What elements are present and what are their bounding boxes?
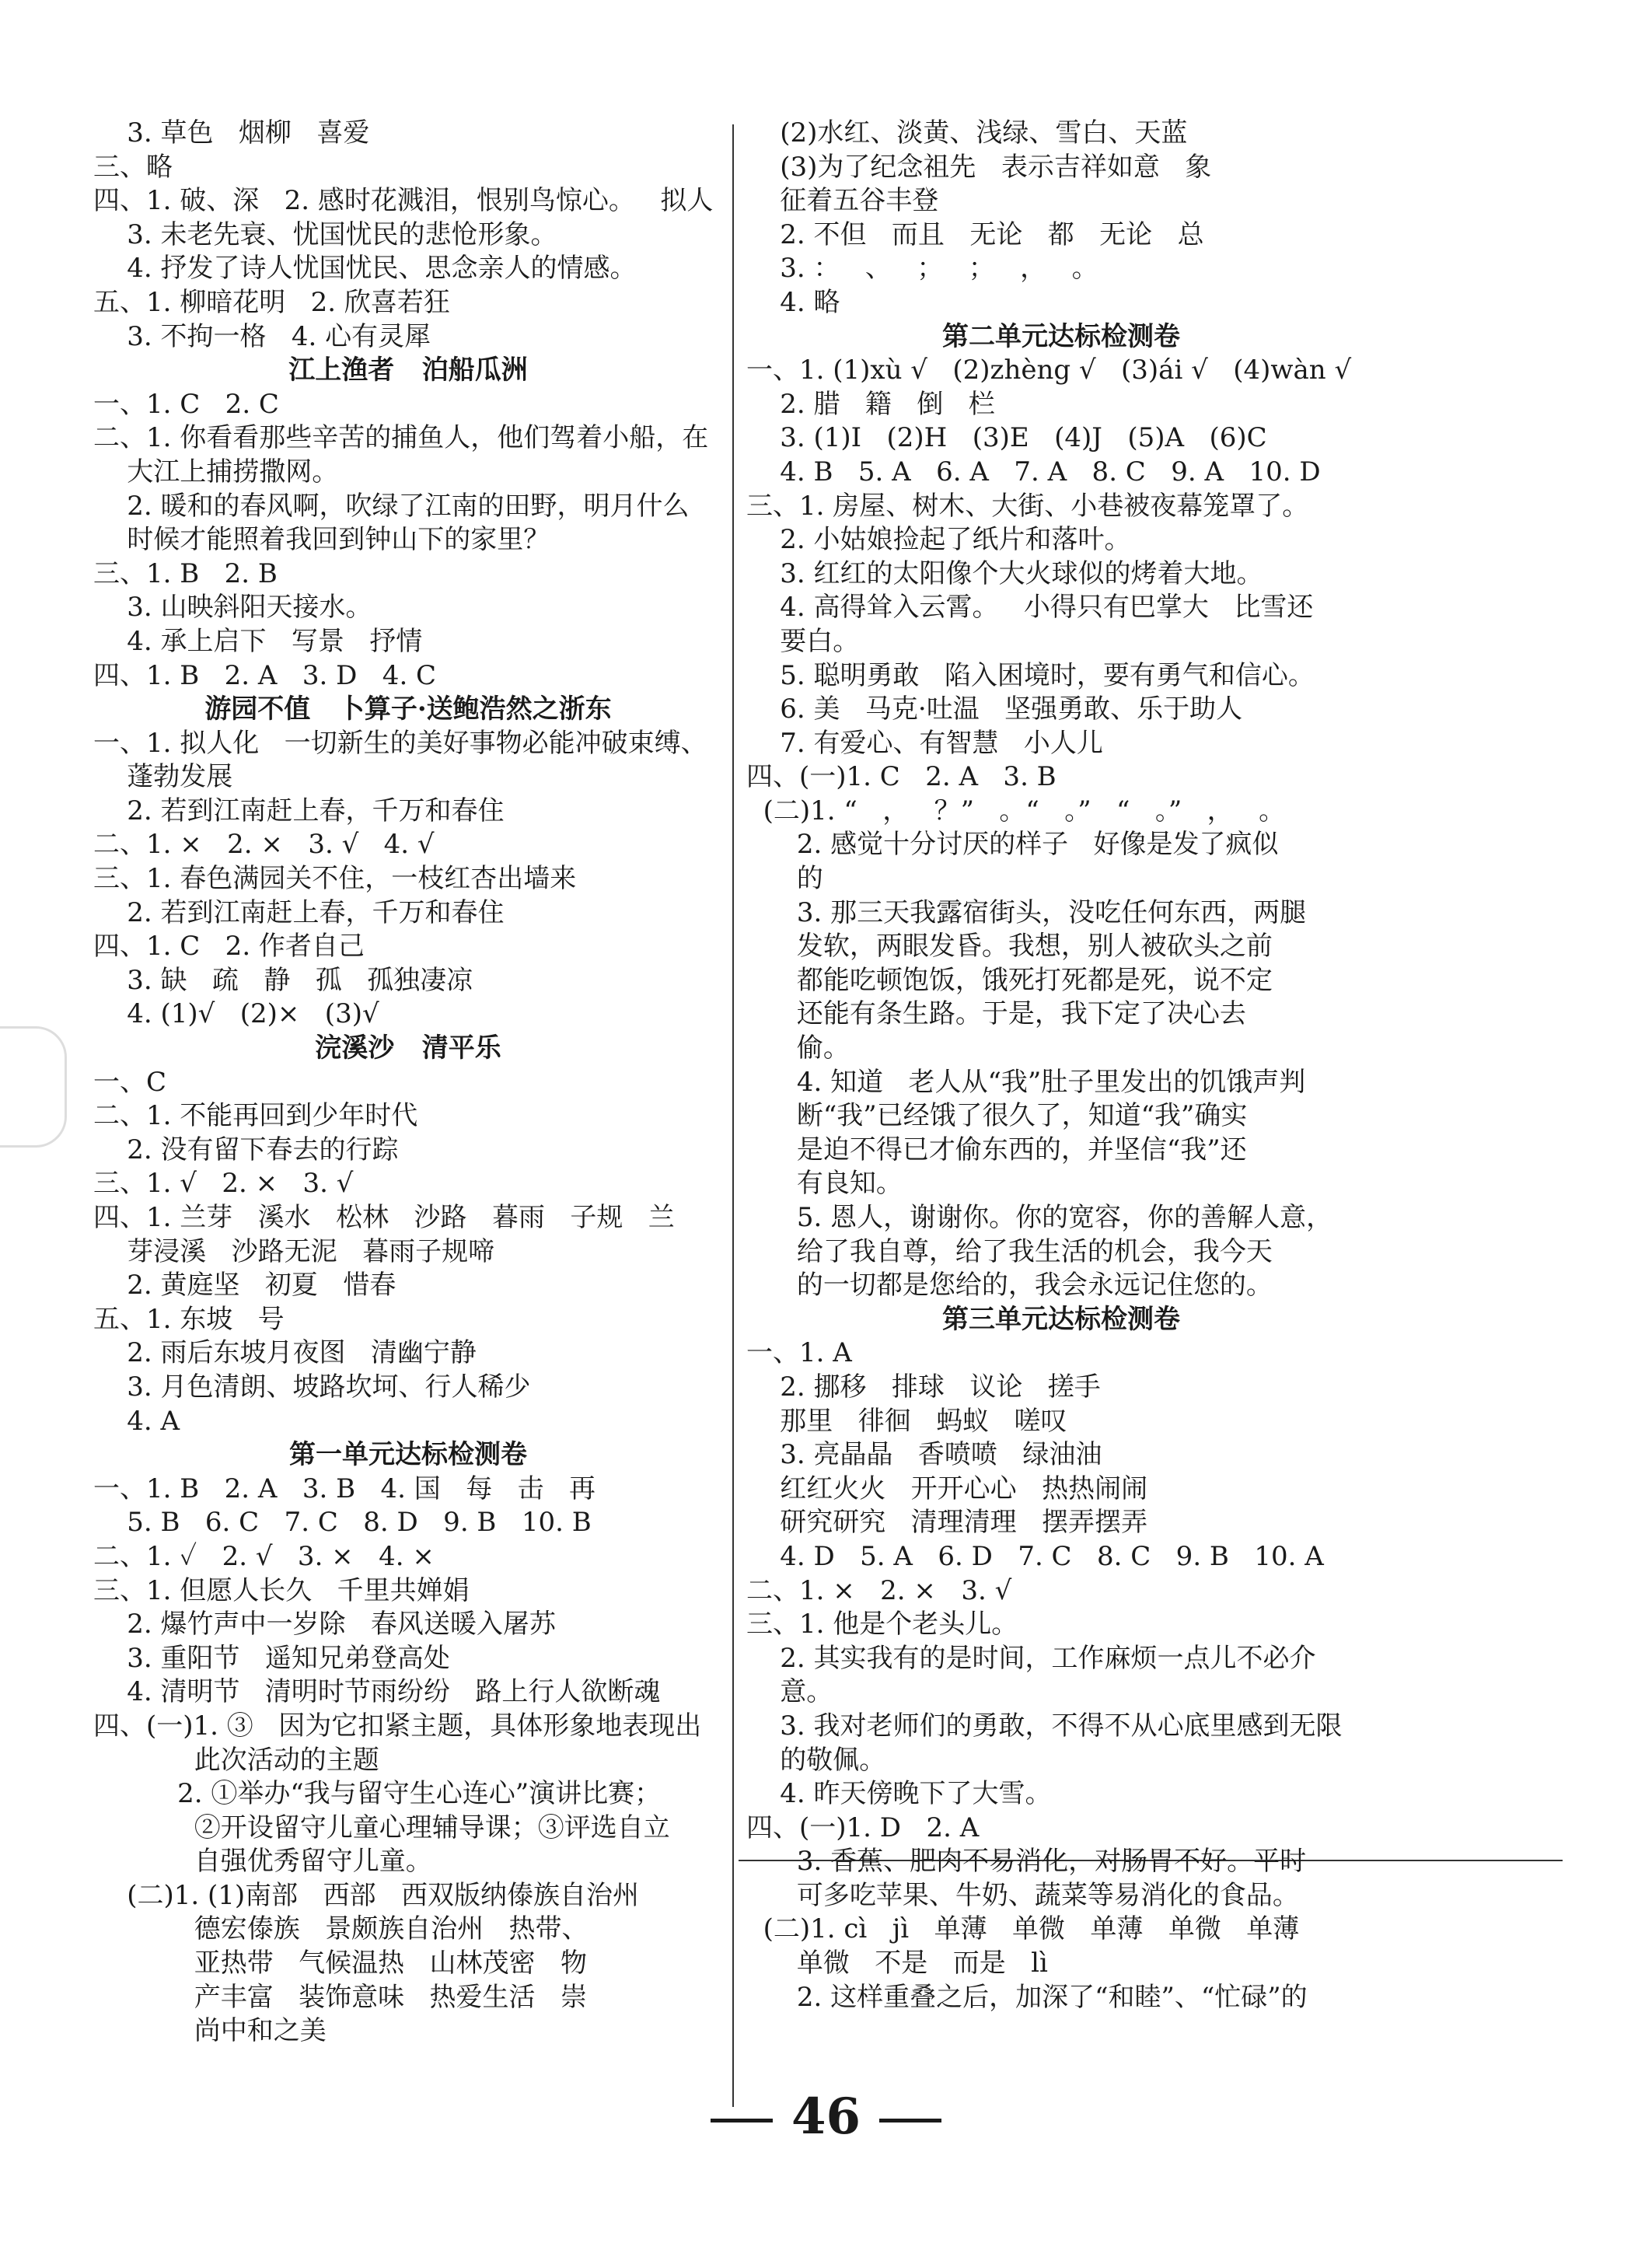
answer-line: 4. 清明节 清明时节雨纷纷 路上行人欲断魂: [93, 1676, 661, 1708]
answer-line: 4. 略: [746, 286, 840, 318]
answer-line: 可多吃苹果、牛奶、蔬菜等易消化的食品。: [746, 1879, 1299, 1911]
answer-line: 三、1. 房屋、树木、大街、小巷被夜幕笼罩了。: [746, 490, 1309, 522]
answer-line: 三、1. B 2. B: [93, 557, 278, 589]
answer-line: 2. 其实我有的是时间，工作麻烦一点儿不必介: [746, 1642, 1316, 1674]
answer-line: 3. 亮晶晶 香喷喷 绿油油: [746, 1439, 1102, 1471]
answer-line: 产丰富 装饰意味 热爱生活 崇: [93, 1981, 587, 2013]
answer-line: 还能有条生路。于是，我下定了决心去: [746, 998, 1246, 1030]
answer-line: 二、1. 你看看那些辛苦的捕鱼人，他们驾着小船，在: [93, 422, 709, 454]
answer-line: 三、1. 但愿人长久 千里共婵娟: [93, 1574, 470, 1606]
column-divider: [732, 124, 734, 2107]
answer-line: 3. 缺 疏 静 孤 孤独凄凉: [93, 964, 473, 996]
answer-line: 断“我”已经饿了很久了，知道“我”确实: [746, 1100, 1248, 1132]
left-column: [93, 117, 723, 2049]
answer-line: 一、1. B 2. A 3. B 4. 国 每 击 再: [93, 1473, 596, 1504]
answer-line: 3. ： 、 ； ； ， 。: [746, 253, 1098, 285]
answer-line: 3. 那三天我露宿街头，没吃任何东西，两腿: [746, 896, 1307, 928]
answer-line: 一、1. 拟人化 一切新生的美好事物必能冲破束缚、: [93, 727, 707, 759]
answer-line: 芽浸溪 沙路无泥 暮雨子规啼: [93, 1235, 495, 1267]
answer-line: 尚中和之美: [93, 2015, 327, 2047]
answer-line: 二、1. ✓ 2. √ 3. × 4. ×: [93, 1540, 435, 1572]
answer-line: 2. 若到江南赶上春，千万和春住: [93, 795, 505, 826]
answer-line: 单微 不是 而是 lì: [746, 1948, 1048, 1979]
dash-icon: [879, 2119, 941, 2122]
answer-line: 的敬佩。: [746, 1744, 886, 1776]
answer-line: 3. (1)I (2)H (3)E (4)J (5)A (6)C: [746, 422, 1267, 454]
answer-line: 4. 高得耸入云霄。 小得只有巴掌大 比雪还: [746, 592, 1314, 624]
answer-line: 2. 没有留下春去的行踪: [93, 1134, 399, 1165]
answer-line: 2. 黄庭坚 初夏 惜春: [93, 1270, 396, 1301]
answer-line: 2. 若到江南赶上春，千万和春住: [93, 896, 505, 928]
section-heading: 第三单元达标检测卷: [942, 1303, 1180, 1335]
page-number: [0, 2088, 1652, 2146]
answer-line: 研究研究 清理清理 摆弄摆弄: [746, 1507, 1148, 1539]
section-heading: 浣溪沙 清平乐: [315, 1032, 501, 1064]
answer-line: 3. 山映斜阳天接水。: [93, 592, 372, 624]
answer-line: 德宏傣族 景颇族自治州 热带、: [93, 1913, 589, 1945]
answer-line: 三、1. √ 2. × 3. √: [93, 1168, 354, 1200]
answer-line: 五、1. 东坡 号: [93, 1303, 285, 1335]
section-heading: 游园不值 卜算子·送鲍浩然之浙东: [204, 694, 612, 725]
answer-line: 一、C: [93, 1066, 167, 1098]
section-heading: 第一单元达标检测卷: [289, 1439, 527, 1471]
answer-line: 的一切都是您给的，我会永远记住您的。: [746, 1270, 1273, 1301]
answer-line: 征着五谷丰登: [746, 185, 939, 217]
answer-line: (3)为了纪念祖先 表示吉祥如意 象: [746, 151, 1212, 183]
answer-line: 二、1. × 2. × 3. √: [746, 1574, 1012, 1606]
answer-line: 亚热带 气候温热 山林茂密 物: [93, 1948, 587, 1979]
answer-line: 3. 香蕉、肥肉不易消化，对肠胃不好。平时: [746, 1846, 1307, 1878]
answer-line: 此次活动的主题: [93, 1744, 379, 1776]
answer-line: 2. 腊 籍 倒 栏: [746, 388, 995, 420]
answer-line: 4. 抒发了诗人忧国忧民、思念亲人的情感。: [93, 253, 637, 285]
answer-line: 三、1. 春色满园关不住，一枝红杏出墙来: [93, 863, 577, 895]
answer-line: 意。: [746, 1676, 833, 1708]
answer-line: 三、1. 他是个老头儿。: [746, 1609, 1018, 1640]
answer-line: 都能吃顿饱饭，饿死打死都是死，说不定: [746, 964, 1273, 996]
answer-line: 的: [746, 863, 823, 895]
answer-line: 一、1. C 2. C: [93, 388, 279, 420]
answer-line: 3. 红红的太阳像个大火球似的烤着大地。: [746, 557, 1263, 589]
answer-line: 要白。: [746, 625, 860, 657]
answer-line: 一、1. (1)xù √ (2)zhèng √ (3)ái √ (4)wàn √: [746, 355, 1352, 386]
answer-line: 四、1. 兰芽 溪水 松林 沙路 暮雨 子规 兰: [93, 1202, 675, 1233]
answer-line: 四、1. C 2. 作者自己: [93, 931, 365, 963]
answer-line: 3. 月色清朗、坡路坎坷、行人稀少: [93, 1371, 531, 1403]
page-number-text: 46: [791, 2088, 861, 2146]
answer-line: 5. 恩人，谢谢你。你的宽容，你的善解人意，: [746, 1202, 1333, 1233]
answer-line: (二)1. “ ， ？” 。“ 。” “ 。” ， 。: [746, 795, 1286, 826]
answer-line: 7. 有爱心、有智慧 小人儿: [746, 727, 1103, 759]
answer-line: 4. B 5. A 6. A 7. A 8. C 9. A 10. D: [746, 456, 1321, 487]
answer-line: 2. ①举办“我与留守生心连心”演讲比赛；: [93, 1778, 662, 1810]
answer-line: 四、(一)1. ③ 因为它扣紧主题，具体形象地表现出: [93, 1710, 702, 1742]
answer-line: 四、(一)1. D 2. A: [746, 1812, 980, 1843]
section-heading: 第二单元达标检测卷: [942, 320, 1180, 352]
answer-line: 4. 知道 老人从“我”肚子里发出的饥饿声判: [746, 1066, 1306, 1098]
answer-line: 一、1. A: [746, 1337, 852, 1369]
answer-line: (2)水红、淡黄、浅绿、雪白、天蓝: [746, 117, 1188, 148]
answer-line: (二)1. cì jì 单薄 单微 单薄 单微 单薄: [746, 1913, 1300, 1945]
answer-line: 4. D 5. A 6. D 7. C 8. C 9. B 10. A: [746, 1540, 1324, 1572]
answer-line: 5. B 6. C 7. C 8. D 9. B 10. B: [93, 1507, 592, 1539]
answer-line: 五、1. 柳暗花明 2. 欣喜若狂: [93, 286, 450, 318]
answer-line: 红红火火 开开心心 热热闹闹: [746, 1473, 1148, 1504]
answer-line: 2. 暖和的春风啊，吹绿了江南的田野，明月什么: [93, 490, 690, 522]
answer-line: 发软，两眼发昏。我想，别人被砍头之前: [746, 931, 1273, 963]
answer-line: 四、1. B 2. A 3. D 4. C: [93, 659, 437, 691]
answer-line: 三、略: [93, 151, 173, 183]
answer-line: 2. 感觉十分讨厌的样子 好像是发了疯似: [746, 829, 1279, 861]
answer-line: 自强优秀留守儿童。: [93, 1846, 432, 1878]
answer-line: 2. 不但 而且 无论 都 无论 总: [746, 218, 1204, 250]
watermark-stamp-icon: [0, 1026, 67, 1148]
answer-line: 四、1. 破、深 2. 感时花溅泪，恨别鸟惊心。 拟人: [93, 185, 714, 217]
answer-line: 二、1. 不能再回到少年时代: [93, 1100, 418, 1132]
answer-line: 3. 重阳节 遥知兄弟登高处: [93, 1642, 450, 1674]
answer-line: 3. 草色 烟柳 喜爱: [93, 117, 370, 148]
answer-line: 蓬勃发展: [93, 761, 233, 793]
section-heading: 江上渔者 泊船瓜洲: [288, 355, 528, 386]
answer-line: 4. 承上启下 写景 抒情: [93, 625, 423, 657]
answer-line: 大江上捕捞撒网。: [93, 456, 339, 487]
answer-line: 4. 昨天傍晚下了大雪。: [746, 1778, 1052, 1810]
answer-line: 4. A: [93, 1405, 180, 1437]
dash-icon: [711, 2119, 773, 2122]
answer-line: 有良知。: [746, 1168, 903, 1200]
answer-line: 5. 聪明勇敢 陷入困境时，要有勇气和信心。: [746, 659, 1315, 691]
answer-line: 4. (1)√ (2)× (3)√: [93, 998, 379, 1030]
answer-line: 2. 雨后东坡月夜图 清幽宁静: [93, 1337, 477, 1369]
answer-line: 2. 这样重叠之后，加深了“和睦”、“忙碌”的: [746, 1981, 1308, 2013]
answer-line: 偷。: [746, 1032, 850, 1064]
answer-line: 2. 小姑娘捡起了纸片和落叶。: [746, 524, 1131, 556]
answer-line: 3. 不拘一格 4. 心有灵犀: [93, 320, 431, 352]
answer-line: (二)1. (1)南部 西部 西双版纳傣族自治州: [93, 1879, 640, 1911]
answer-line: 6. 美 马克·吐温 坚强勇敢、乐于助人: [746, 694, 1243, 725]
answer-line: ②开设留守儿童心理辅导课；③评选自立: [93, 1812, 670, 1843]
answer-line: 2. 爆竹声中一岁除 春风送暖入屠苏: [93, 1609, 556, 1640]
answer-line: 那里 徘徊 蚂蚁 嗟叹: [746, 1405, 1067, 1437]
answer-line: 四、(一)1. C 2. A 3. B: [746, 761, 1057, 793]
answer-line: 给了我自尊，给了我生活的机会，我今天: [746, 1235, 1273, 1267]
answer-line: 二、1. × 2. × 3. √ 4. √: [93, 829, 435, 861]
answer-line: 时候才能照着我回到钟山下的家里？: [93, 524, 550, 556]
right-column: [746, 117, 1524, 2014]
answer-line: 3. 未老先衰、忧国忧民的悲怆形象。: [93, 218, 557, 250]
answer-line: 是迫不得已才偷东西的，并坚信“我”还: [746, 1134, 1247, 1165]
answer-line: 2. 挪移 排球 议论 搓手: [746, 1371, 1101, 1403]
answer-line: 3. 我对老师们的勇敢，不得不从心底里感到无限: [746, 1710, 1343, 1742]
